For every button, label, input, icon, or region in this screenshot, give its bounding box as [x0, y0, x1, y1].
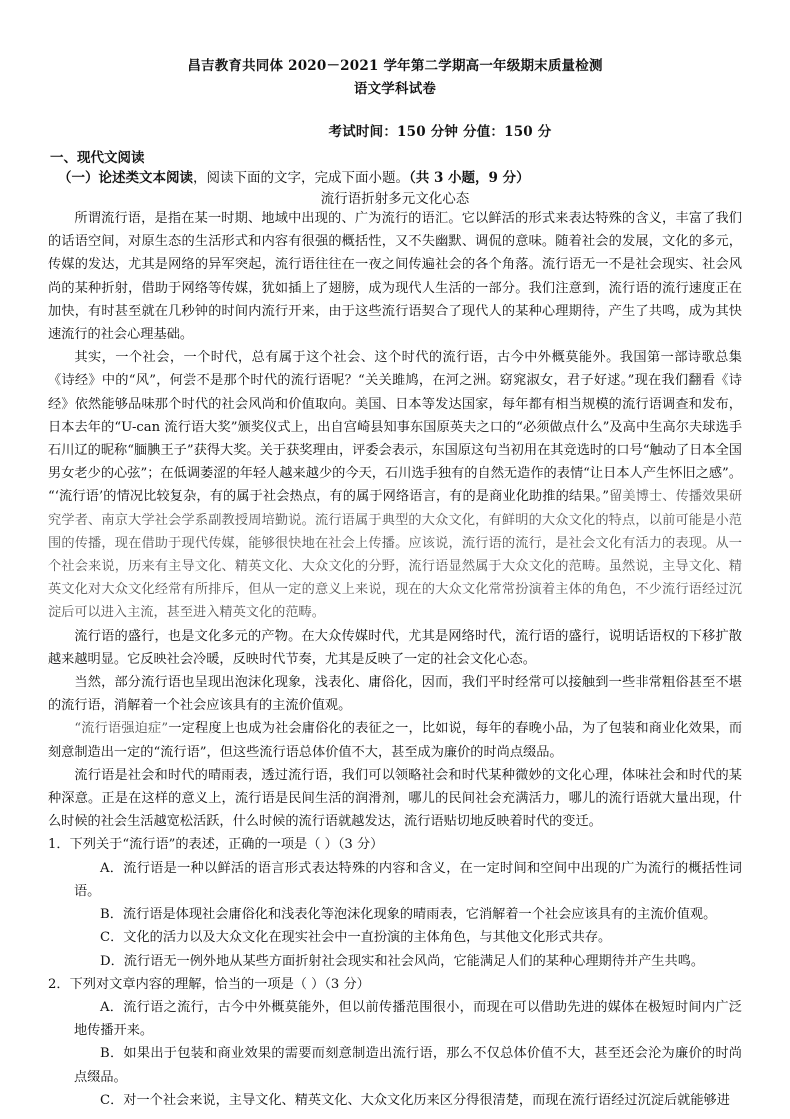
paragraph-text: 一定程度上也成为社会庸俗化的表征之一，比如说，每年的春晚小品，为了包装和商业化效果，而刻意制造出一定的“流行语”，但这些流行语总体价值不大，甚至成为廉价的时尚点缀品。 — [48, 721, 743, 760]
option-text: A．流行语是一种以鲜活的语言形式表达特殊的内容和含义，在一定时间和空间中出现的广为流行的概括性词语。 — [74, 860, 742, 899]
question-2-option-b[interactable] — [48, 1042, 742, 1088]
question-1-stem: 1．下列关于“流行语”的表述，正确的一项是（ ）（3 分） — [48, 837, 384, 853]
option-text: C．文化的活力以及大众文化在现实社会中一直扮演的主体角色，与其他文化形式共存。 — [100, 930, 612, 946]
option-text: A．流行语之流行，古今中外概莫能外，但以前传播范围很小，而现在可以借助先进的媒体在极短时间内广泛地传播开来。 — [74, 999, 742, 1039]
highlight-term: “流行语强迫症” — [74, 721, 169, 737]
paragraph — [48, 346, 742, 624]
question-1-option-a[interactable] — [48, 857, 742, 903]
question-2-option-a[interactable] — [48, 996, 742, 1042]
question-2-option-c[interactable] — [48, 1089, 742, 1112]
question-1-option-c[interactable] — [48, 926, 742, 949]
paragraph — [48, 717, 742, 763]
article-body — [48, 207, 742, 1112]
subsection-heading — [58, 166, 530, 186]
option-text: C．对一个社会来说，主导文化、精英文化、大众文化历来区分得很清楚，而现在流行语经过沉淀后就能够进 — [100, 1092, 730, 1108]
question-1-option-d[interactable] — [48, 950, 742, 973]
article-title: 流行语折射多元文化心态 — [320, 191, 470, 207]
exam-title: 昌吉教育共同体 2020－2021 学年第二学期高一年级期末质量检测 — [187, 58, 603, 74]
exam-subject: 语文学科试卷 — [353, 81, 437, 97]
paragraph-text: 流行语属于典型的大众文化，有鲜明的大众文化的特点，以前可能是小范围的传播，现在借助于现代传媒，能够很快地在社会上传播。应该说，流行语的流行，是社会文化有活力的表现。从一个社会来说，历来有主导文化、精英文化、大众文化的分野，流行语显然属于大众文化的范畴。虽然说，主导文化、精英文化对大众文化经常有所排斥，但从一定的意义上来说，现在的大众文化常常扮演着主体的角色，不少流行语经过沉淀后可以进入主流，甚至进入精英文化的范畴。 — [48, 512, 742, 621]
paragraph: 流行语的盛行，也是文化多元的产物。在大众传媒时代，尤其是网络时代，流行语的盛行，说明话语权的下移扩散越来越明显。它反映社会冷暖，反映时代节奏，尤其是反映了一定的社会文化心态。 — [48, 628, 742, 667]
section-heading: 一、现代文阅读 — [50, 150, 145, 166]
paragraph: 当然，部分流行语也呈现出泡沫化现象，浅表化、庸俗化，因而，我们平时经常可以接触到一些非常粗俗甚至不堪的流行语，消解着一个社会应该具有的主流价值观。 — [48, 675, 742, 714]
option-text: B．流行语是体现社会庸俗化和浅表化等泡沫化现象的晴雨表，它消解着一个社会应该具有的主流价值观。 — [100, 907, 717, 923]
subsection-score: （共 3 小题，9 分） — [409, 170, 530, 186]
option-text: D．流行语无一例外地从某些方面折射社会现实和社会风尚，它能满足人们的某种心理期待并产生共鸣。 — [100, 953, 705, 969]
question-1-option-b[interactable] — [48, 903, 742, 926]
quote-attribution: 留美博士、传播效果研究学者、南京大学社会学系副教授周培勤说。 — [48, 489, 743, 528]
subsection-title: （一）论述类文本阅读 — [58, 170, 193, 186]
paragraph-text: 其实，一个社会，一个时代，总有属于这个社会、这个时代的流行语，古今中外概莫能外。我国第一部诗歌总集《诗经》中的“风”，何尝不是那个时代的流行语呢？“关关雎鸠，在河之洲。窈窕淑女，君子好逑。”现在我们翻看《诗经》依然能够品味那个时代的社会风尚和价值取向。美国、日本等发达国家，每年都有相当规模的流行语调查和发布，日本去年的“U-can 流行语大奖”颁奖仪式上，出自宫崎县知事东国原英夫之口的“必须做点什么”及高中生高尔夫球选手石川辽的昵称“腼腆王子”获得大奖。关于获奖理由，评委会表示，东国原这句当初用在其竞选时的口号“触动了日本全国男女老少的心弦”；在低调萎涩的年轻人越来越少的今天，石川选手独有的自然无造作的表情“让日本人产生怀旧之感”。 “‘流行语’的情况比较复杂，有的属于社会热点，有的属于网络语言，有的是商业化助推的结果。” — [48, 350, 742, 505]
subsection-instruction: ，阅读下面的文字，完成下面小题。 — [193, 170, 409, 186]
option-text: B．如果出于包装和商业效果的需要而刻意制造出流行语，那么不仅总体价值不大，甚至还会沦为廉价的时尚点缀品。 — [74, 1046, 742, 1085]
paragraph: 所谓流行语，是指在某一时期、地域中出现的、广为流行的语汇。它以鲜活的形式来表达特殊的含义，丰富了我们的话语空间，对原生态的生活形式和内容有很强的概括性，又不失幽默、调侃的意味。随着社会的发展，文化的多元，传媒的发达，尤其是网络的异军突起，流行语往往在一夜之间传遍社会的各个角落。流行语无一不是社会现实、社会风尚的某种折射，借助于网络等传媒，犹如插上了翅膀，成为现代人生活的一部分。我们注意到，流行语的流行速度正在加快，有时甚至就在几秒钟的时间内流行开来，由于这些流行语契合了现代人的某种心理期待，产生了共鸣，成为其快速流行的社会心理基础。 — [48, 211, 742, 343]
paragraph: 流行语是社会和时代的晴雨表，透过流行语，我们可以领略社会和时代某种微妙的文化心理，体味社会和时代的某种深意。正是在这样的意义上，流行语是民间生活的润滑剂，哪儿的民间社会充满活力，哪儿的流行语就大量出现，什么时候的社会生活越宽松活跃，什么时候的流行语就越发达，流行语贴切地反映着时代的变迁。 — [48, 767, 742, 830]
question-2-stem: 2．下列对文章内容的理解，恰当的一项是（ ）（3 分） — [48, 976, 370, 992]
exam-info: 考试时间：150 分钟 分值：150 分 — [328, 124, 552, 140]
